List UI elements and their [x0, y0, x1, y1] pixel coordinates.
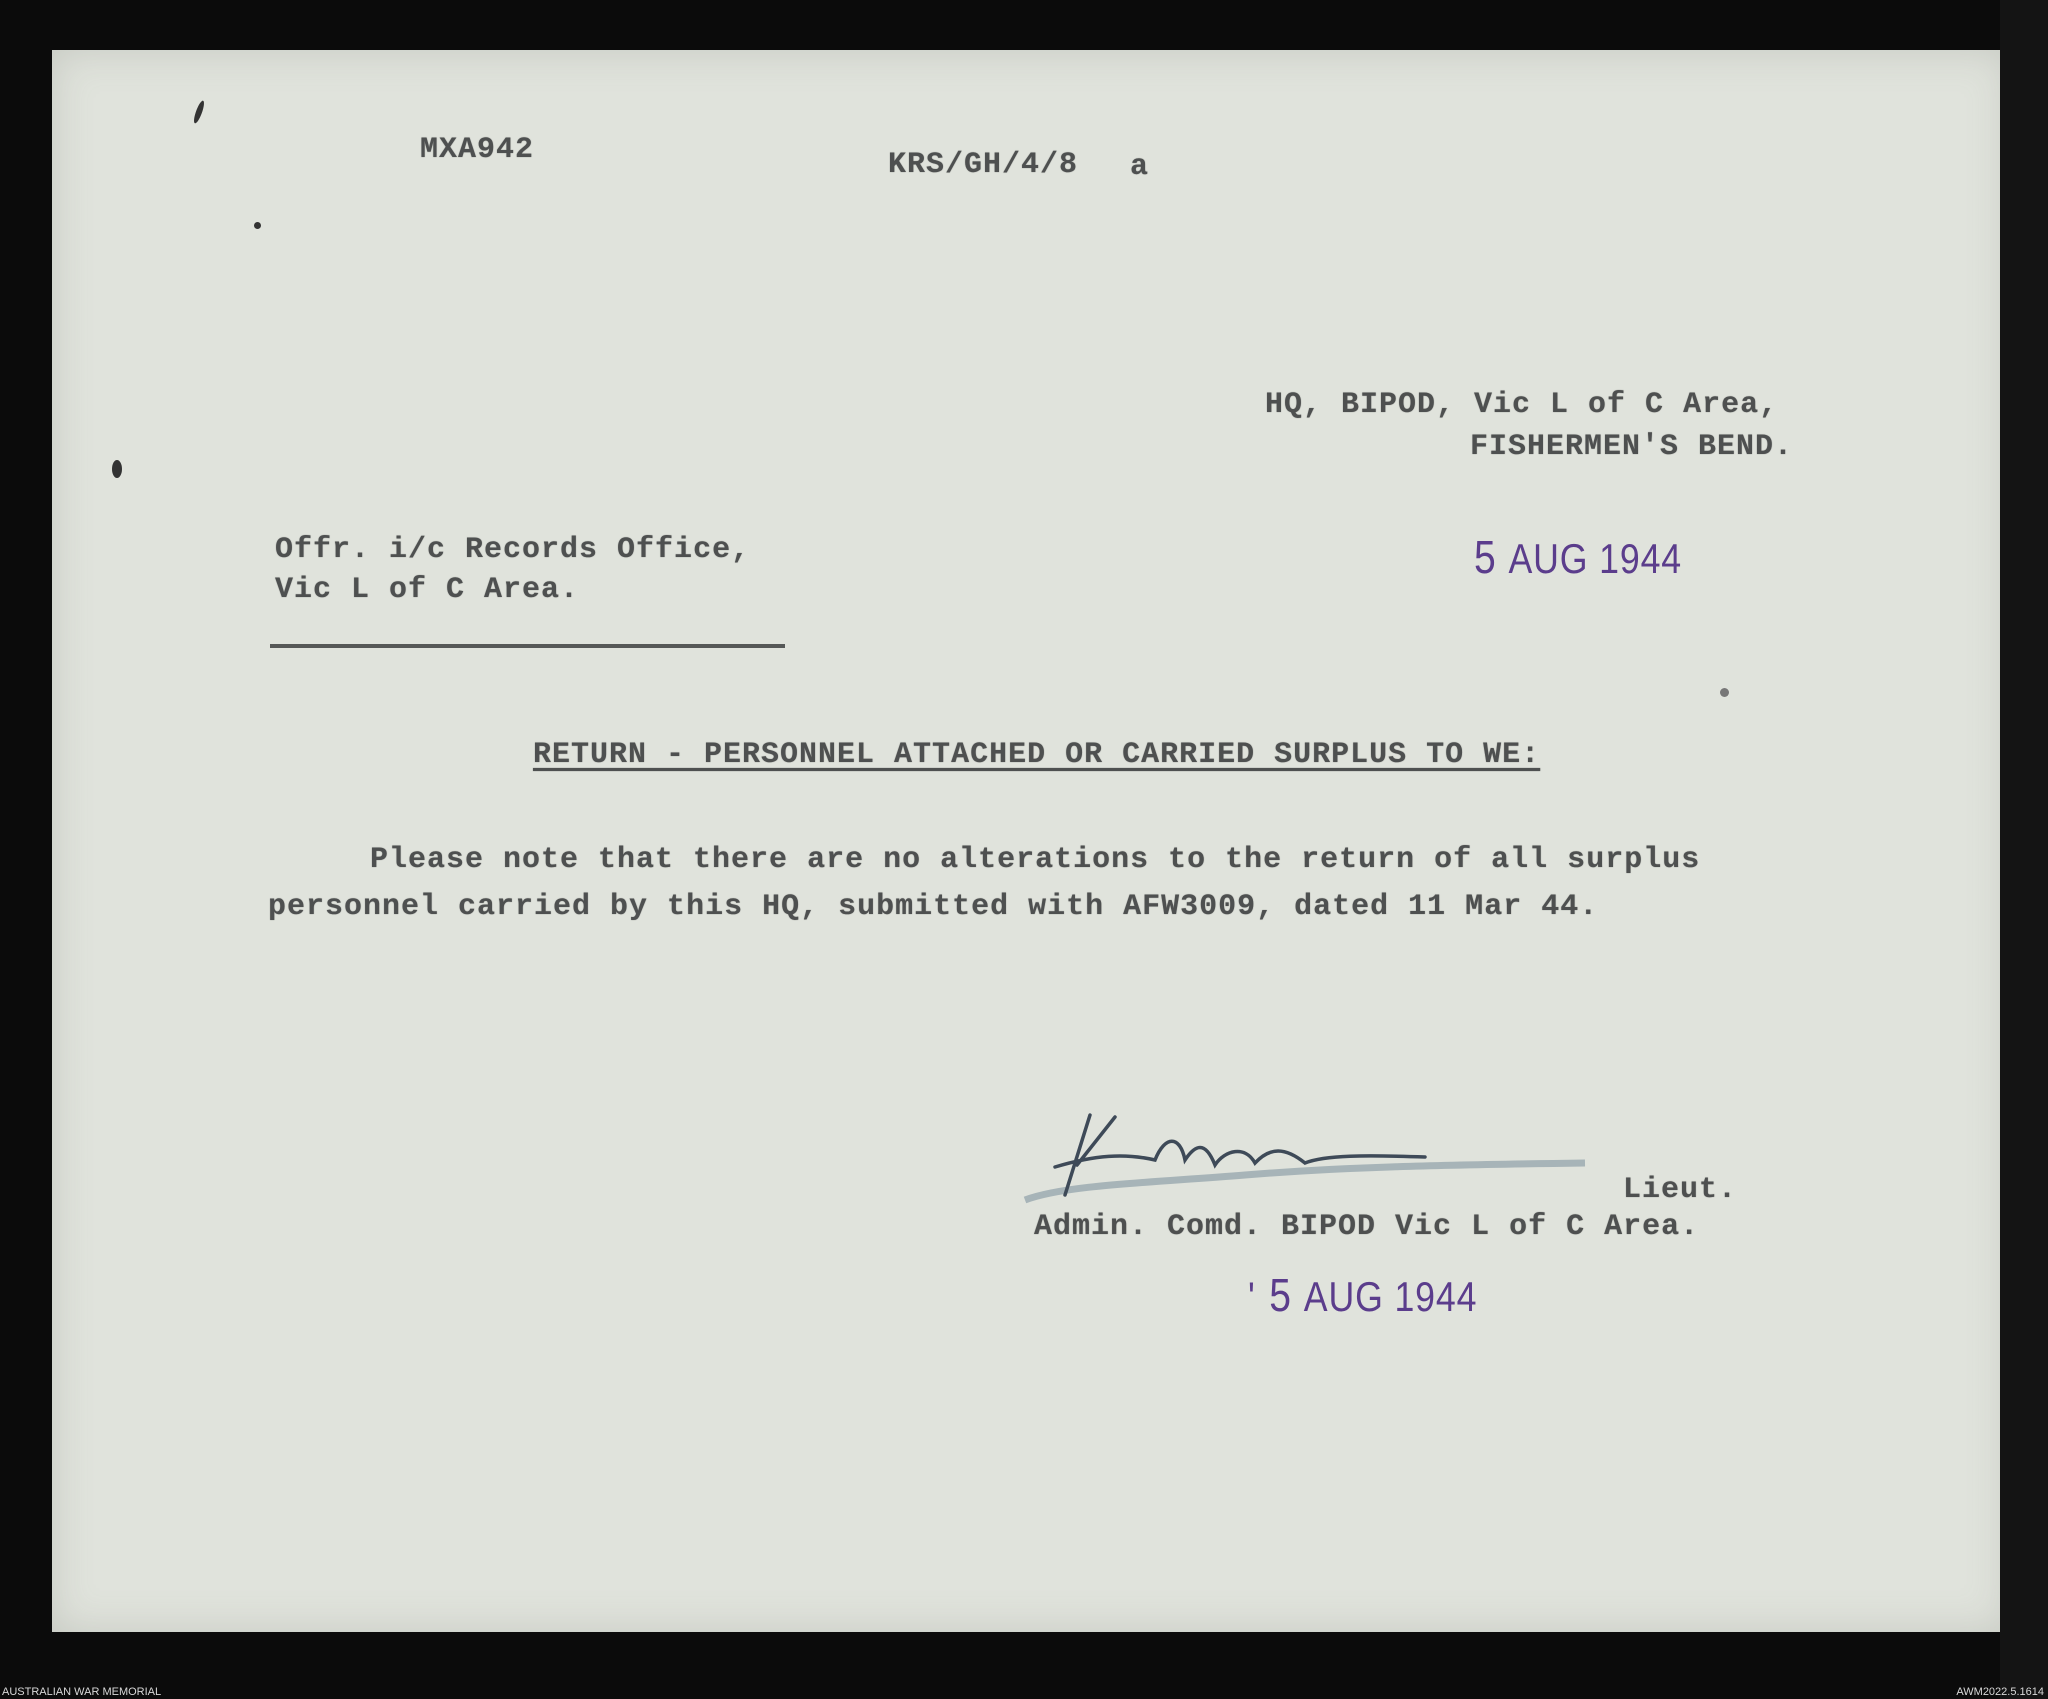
file-reference: KRS/GH/4/8 [888, 148, 1079, 182]
recipient-line2: Vic L of C Area. [275, 573, 580, 607]
scan-edge [2000, 0, 2048, 1699]
signature-block: Admin. Comd. BIPOD Vic L of C Area. [1034, 1210, 1700, 1244]
paper-mark [1720, 688, 1729, 697]
footer-caption-right: AWM2022.5.1614 [1956, 1686, 2044, 1698]
recipient-underline [270, 644, 785, 648]
sender-address-line1: HQ, BIPOD, Vic L of C Area, [1265, 388, 1779, 422]
signatory-rank: Lieut. [1623, 1173, 1738, 1207]
date-stamp-2-day: 5 [1269, 1269, 1292, 1321]
date-stamp [1474, 530, 1682, 584]
archive-reference: MXA942 [420, 133, 535, 167]
sender-address-line2: FISHERMEN'S BEND. [1470, 430, 1794, 464]
date-stamp-2 [1248, 1268, 1477, 1322]
subject-heading: RETURN - PERSONNEL ATTACHED OR CARRIED SURPLUS TO WE: [533, 738, 1541, 772]
date-stamp-2-month-year: AUG 1944 [1303, 1273, 1478, 1320]
body-text-line2: personnel carried by this HQ, submitted with AFW3009, dated 11 Mar 44. [268, 890, 1599, 924]
body-text-line1: Please note that there are no alterations to the return of all surplus [370, 843, 1701, 877]
date-stamp-day: 5 [1474, 531, 1497, 583]
document-page [52, 50, 2008, 1632]
recipient-line1: Offr. i/c Records Office, [275, 533, 751, 567]
date-stamp-month-year: AUG 1944 [1508, 535, 1683, 582]
paper-mark [254, 222, 261, 229]
paper-mark [112, 460, 122, 478]
handwritten-signature [1005, 1105, 1605, 1215]
date-stamp-2-mark: ' [1248, 1273, 1256, 1320]
file-reference-suffix: a [1130, 150, 1150, 184]
footer-caption-left: AUSTRALIAN WAR MEMORIAL [2, 1686, 162, 1698]
